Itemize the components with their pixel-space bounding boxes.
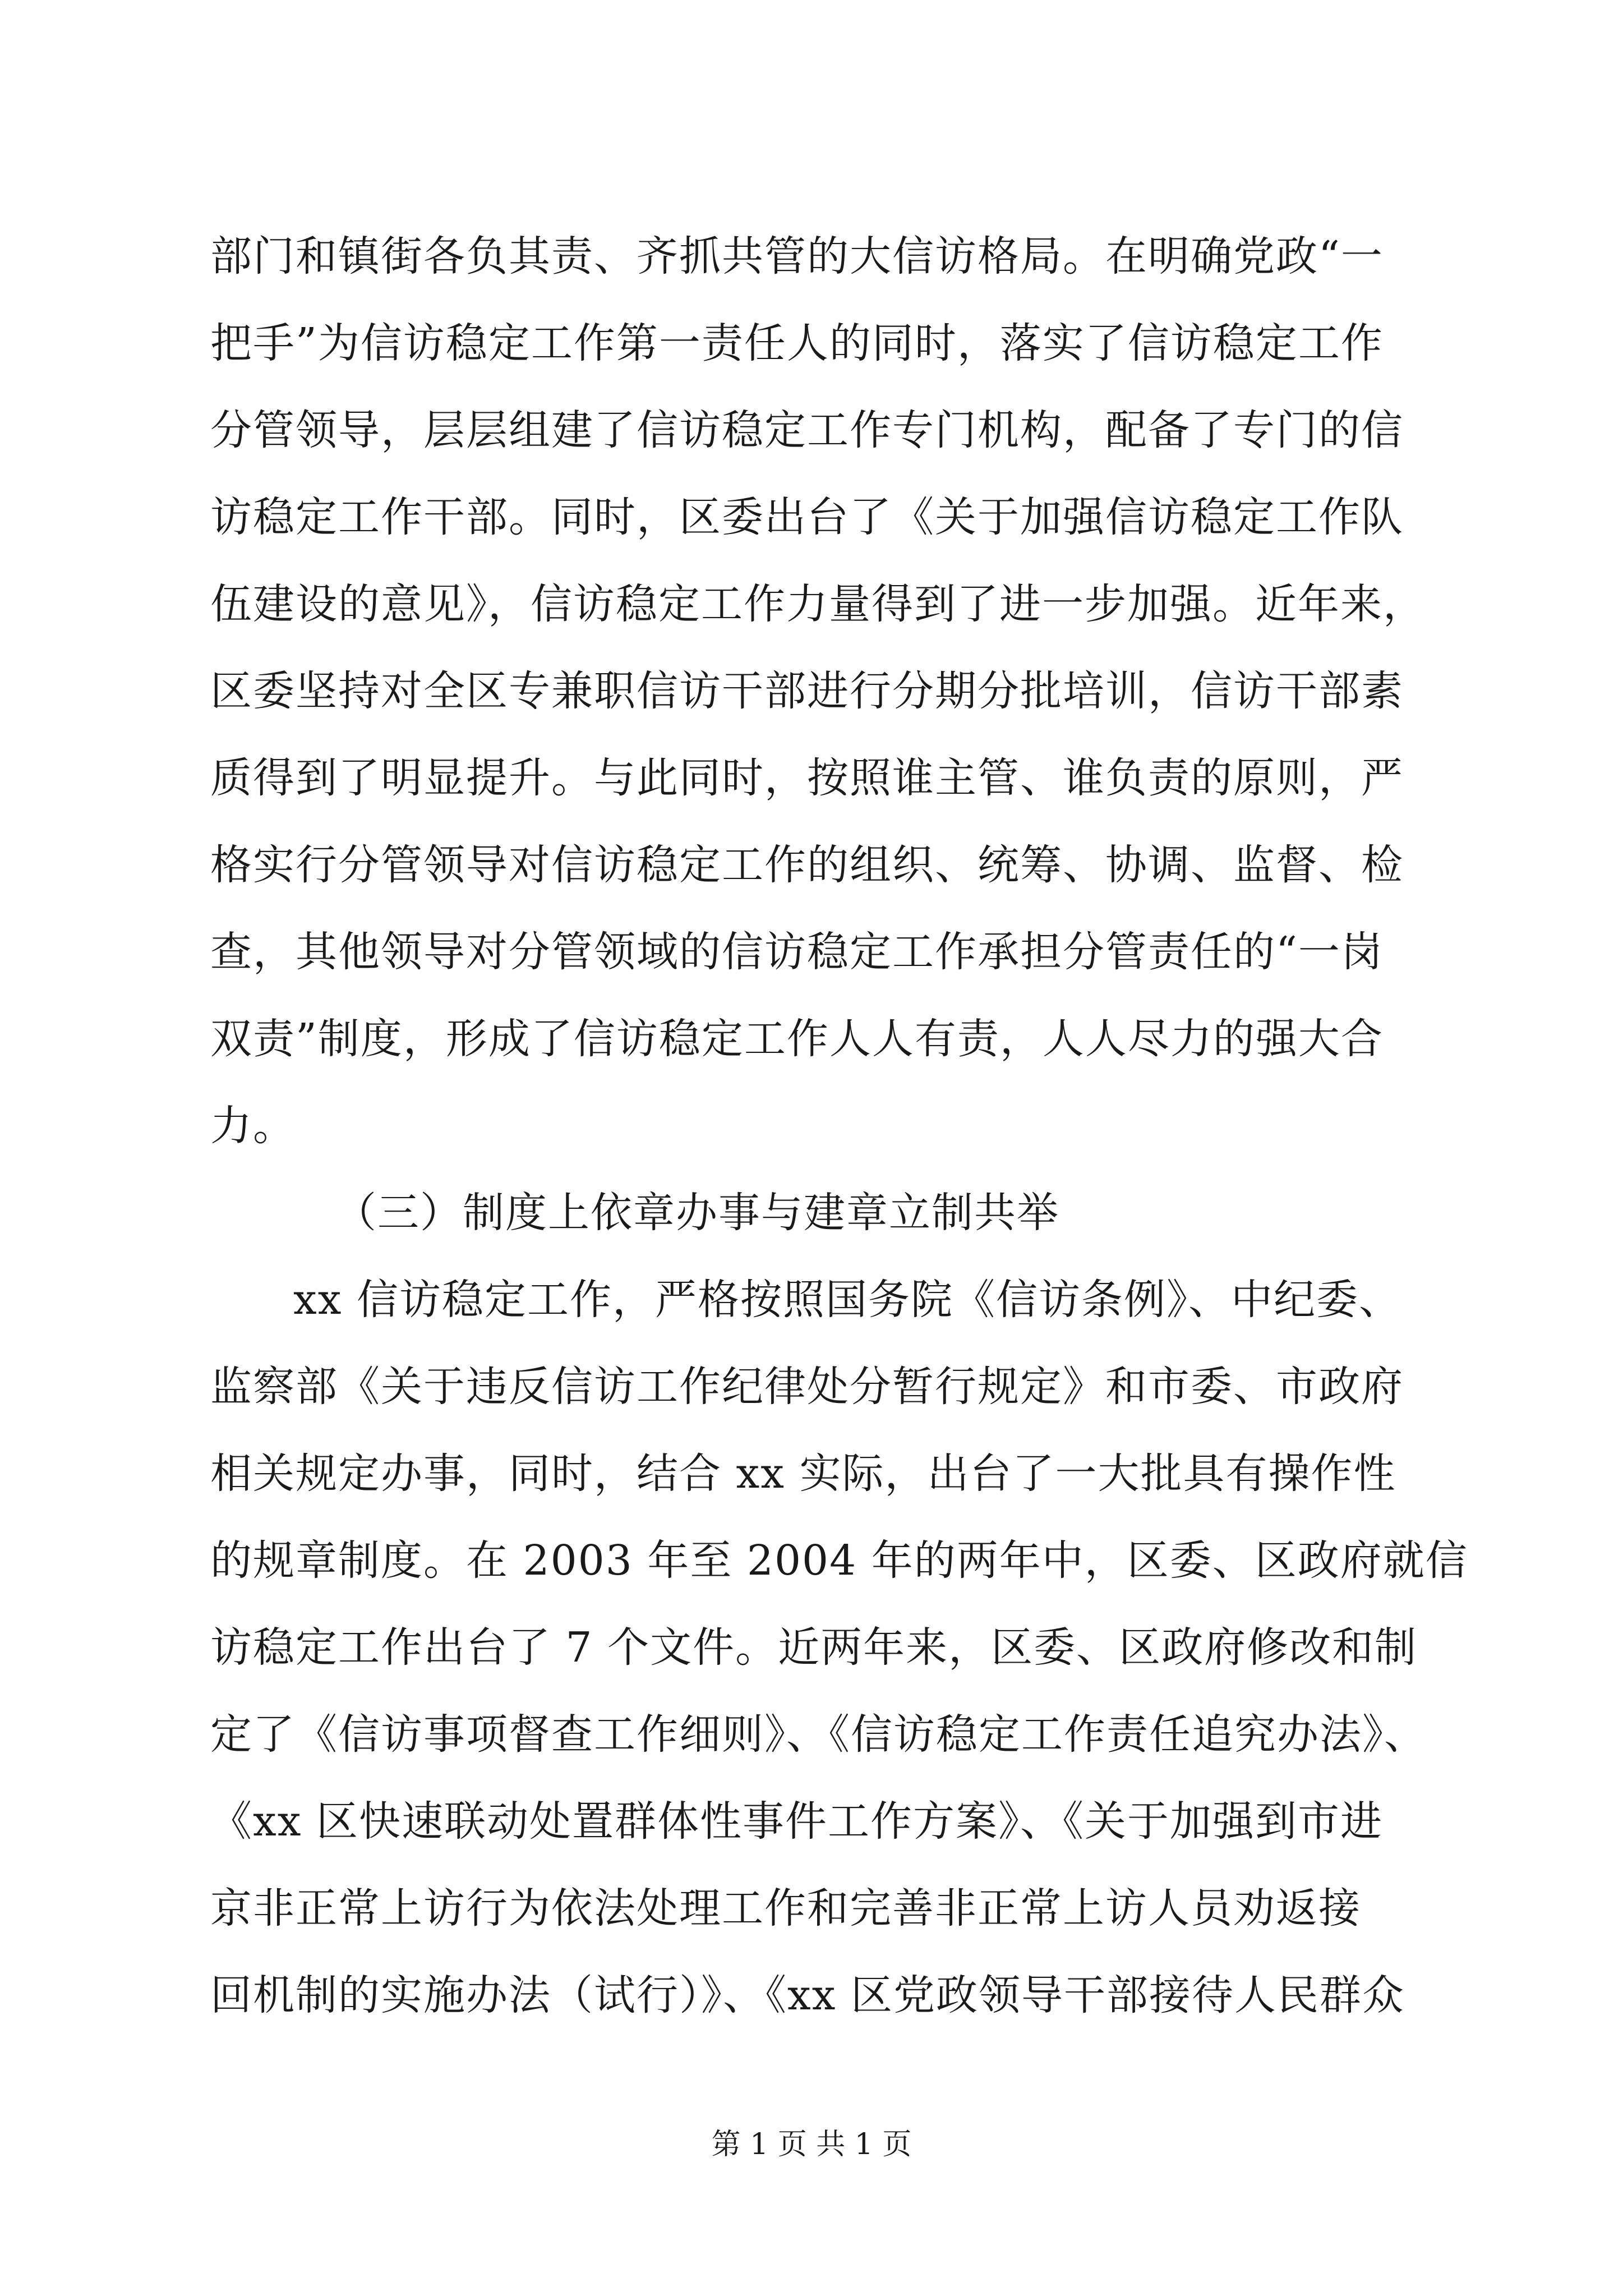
paragraph-line: 京非正常上访行为依法处理工作和完善非正常上访人员劝返接 xyxy=(210,1884,1361,1932)
paragraph-line: 把手”为信访稳定工作第一责任人的同时，落实了信访稳定工作 xyxy=(210,319,1384,367)
paragraph-line: 区委坚持对全区专兼职信访干部进行分期分批培训，信访干部素 xyxy=(210,667,1404,715)
document-body xyxy=(210,213,1468,2039)
section-heading: （三）制度上依章办事与建章立制共举 xyxy=(335,1189,1059,1237)
paragraph-line: 定了《信访事项督查工作细则》、《信访稳定工作责任追究办法》、 xyxy=(210,1710,1427,1759)
paragraph-line: 力。 xyxy=(210,1102,296,1150)
paragraph-line: 监察部《关于违反信访工作纪律处分暂行规定》和市委、市政府 xyxy=(210,1363,1404,1411)
paragraph-line: 相关规定办事，同时，结合 xx 实际，出台了一大批具有操作性 xyxy=(210,1450,1396,1498)
paragraph-line: 双责”制度，形成了信访稳定工作人人有责，人人尽力的强大合 xyxy=(210,1015,1384,1063)
paragraph-line: 的规章制度。在 2003 年至 2004 年的两年中，区委、区政府就信 xyxy=(210,1536,1468,1585)
paragraph-line: 格实行分管领导对信访稳定工作的组织、统筹、协调、监督、检 xyxy=(210,841,1404,889)
page-footer: 第 1 页 共 1 页 xyxy=(711,2128,912,2161)
paragraph-line: 伍建设的意见》，信访稳定工作力量得到了进一步加强。近年来， xyxy=(210,580,1426,628)
paragraph-line: 分管领导，层层组建了信访稳定工作专门机构，配备了专门的信 xyxy=(210,406,1404,454)
paragraph-line: 访稳定工作出台了 7 个文件。近两年来，区委、区政府修改和制 xyxy=(210,1623,1418,1672)
paragraph-line: 访稳定工作干部。同时，区委出台了《关于加强信访稳定工作队 xyxy=(210,493,1404,541)
paragraph-line: 部门和镇街各负其责、齐抓共管的大信访格局。在明确党政“一 xyxy=(210,232,1384,280)
paragraph-line: 查，其他领导对分管领域的信访稳定工作承担分管责任的“一岗 xyxy=(210,928,1384,976)
paragraph-line: 质得到了明显提升。与此同时，按照谁主管、谁负责的原则，严 xyxy=(210,754,1404,802)
paragraph-line: 回机制的实施办法（试行）》、《xx 区党政领导干部接待人民群众 xyxy=(210,1971,1405,2019)
paragraph-line: 《xx 区快速联动处置群体性事件工作方案》、《关于加强到市进 xyxy=(210,1797,1383,1846)
paragraph-line: xx 信访稳定工作，严格按照国务院《信访条例》、中纪委、 xyxy=(293,1276,1401,1324)
